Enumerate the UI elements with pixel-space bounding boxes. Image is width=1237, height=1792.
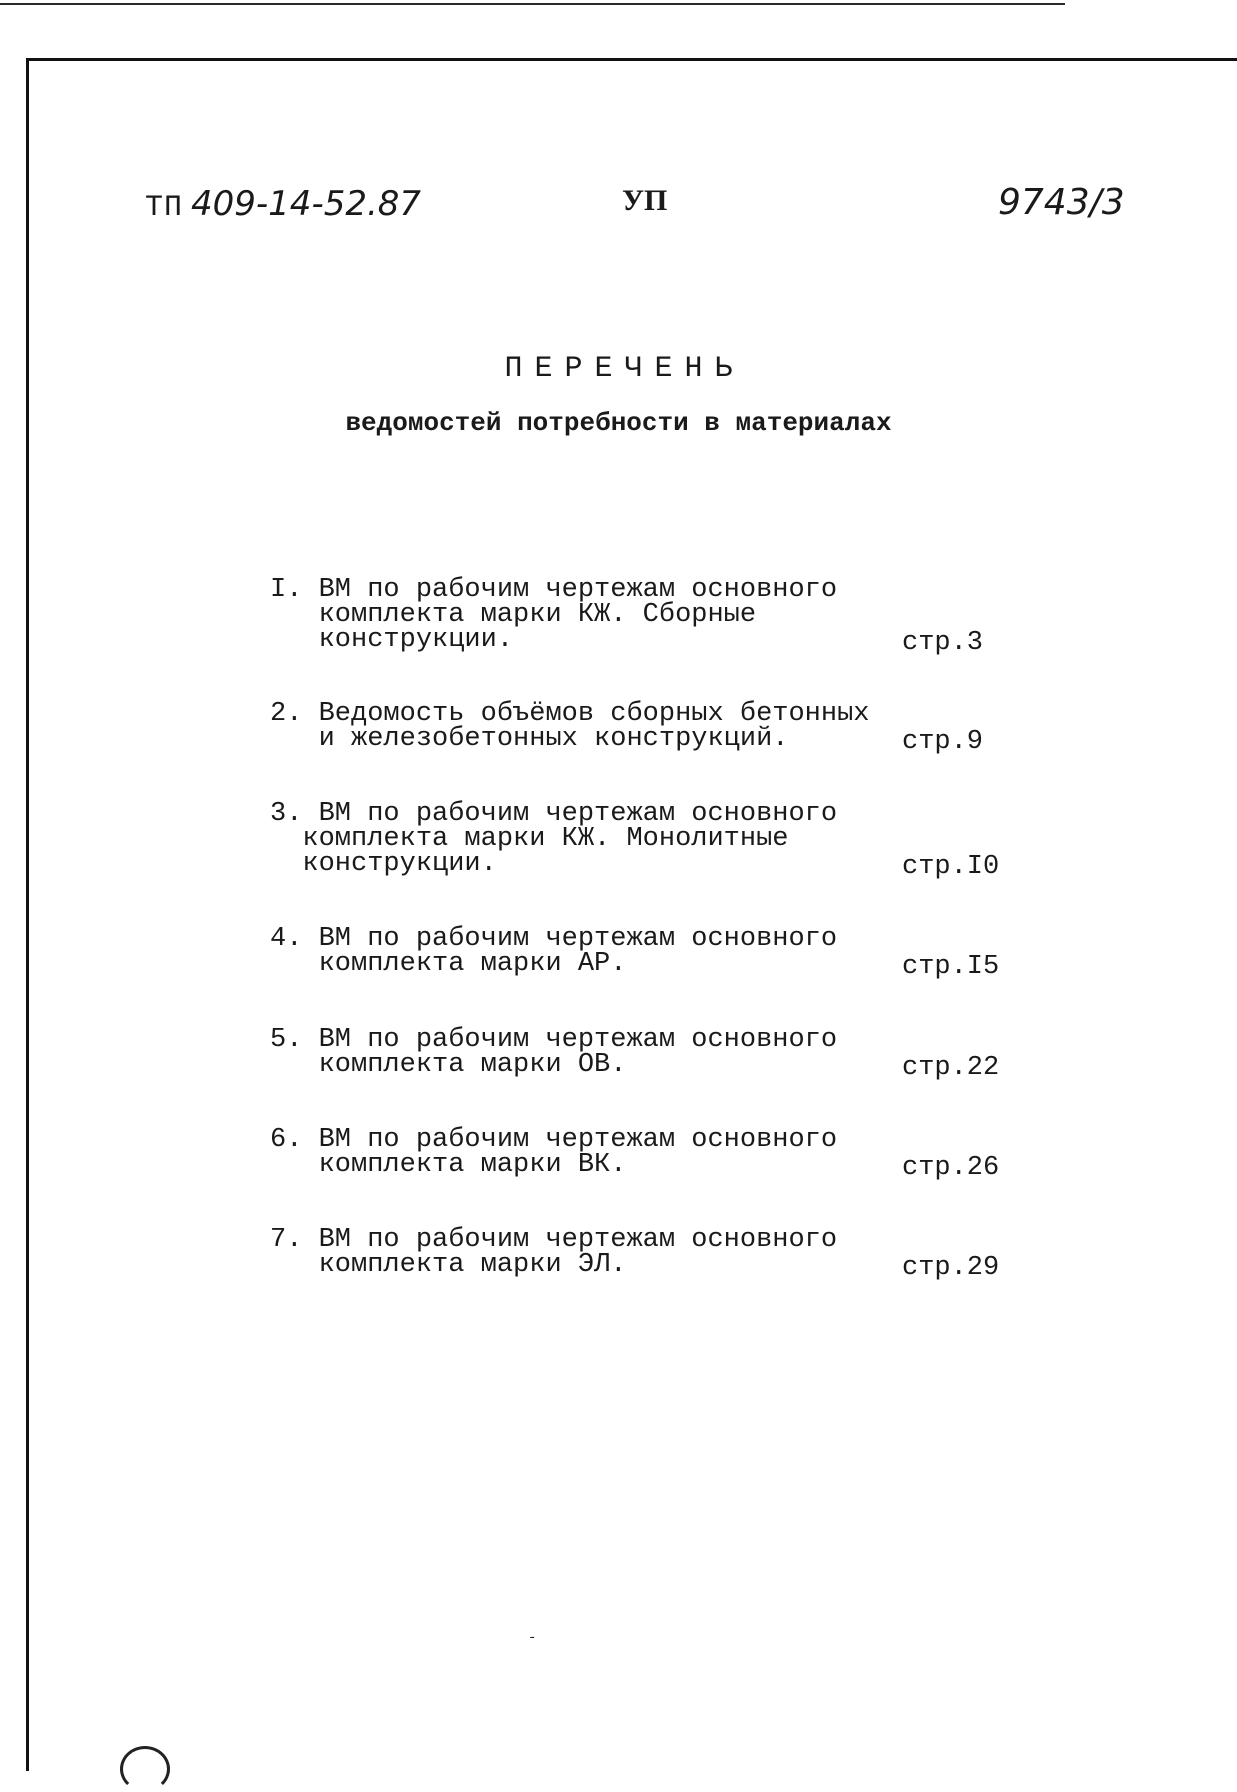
toc-item-5 [270,1025,1010,1083]
toc-item-6 [270,1125,1010,1183]
toc-item-text: 4. ВМ по рабочим чертежам основного комплекта марки АР. [270,924,838,979]
sheet-number: 9743/3 [998,182,1125,223]
toc-item-page: стр.9 [902,727,984,757]
document-code-prefix: ТП [145,191,184,225]
toc-item-page: стр.26 [902,1153,1000,1183]
toc-item-page: стр.I0 [902,852,1000,882]
document-code-number: 409-14-52.87 [191,184,422,224]
toc-item-page: стр.I5 [902,952,1000,982]
toc-item-text: 2. Ведомость объёмов сборных бетонных и железобетонных конструкций. [270,699,870,754]
toc-item-page: стр.22 [902,1053,1000,1083]
toc-item-text: 5. ВМ по рабочим чертежам основного комплекта марки ОВ. [270,1025,838,1080]
page-title: ПЕРЕЧЕНЬ [504,352,745,386]
toc-item-text: 3. ВМ по рабочим чертежам основного комплекта марки КЖ. Монолитные конструкции. [270,799,838,879]
page-subtitle: ведомостей потребности в материалах [345,408,892,438]
corner-stamp-icon [120,1746,170,1792]
toc-item-3 [270,799,1010,882]
toc-item-text: I. ВМ по рабочим чертежам основного комплекта марки КЖ. Сборные конструкции. [270,575,838,655]
toc-item-text: 7. ВМ по рабочим чертежам основного комплекта марки ЭЛ. [270,1225,838,1280]
toc-item-page: стр.3 [902,628,984,658]
toc-item-1 [270,575,1010,658]
toc-item-page: стр.29 [902,1253,1000,1283]
toc-item-text: 6. ВМ по рабочим чертежам основного комплекта марки ВК. [270,1125,838,1180]
section-number: УП [622,184,668,217]
toc-item-4 [270,924,1010,982]
toc-item-2 [270,699,1010,757]
toc-item-7 [270,1225,1010,1283]
stray-mark: - [528,1630,537,1646]
